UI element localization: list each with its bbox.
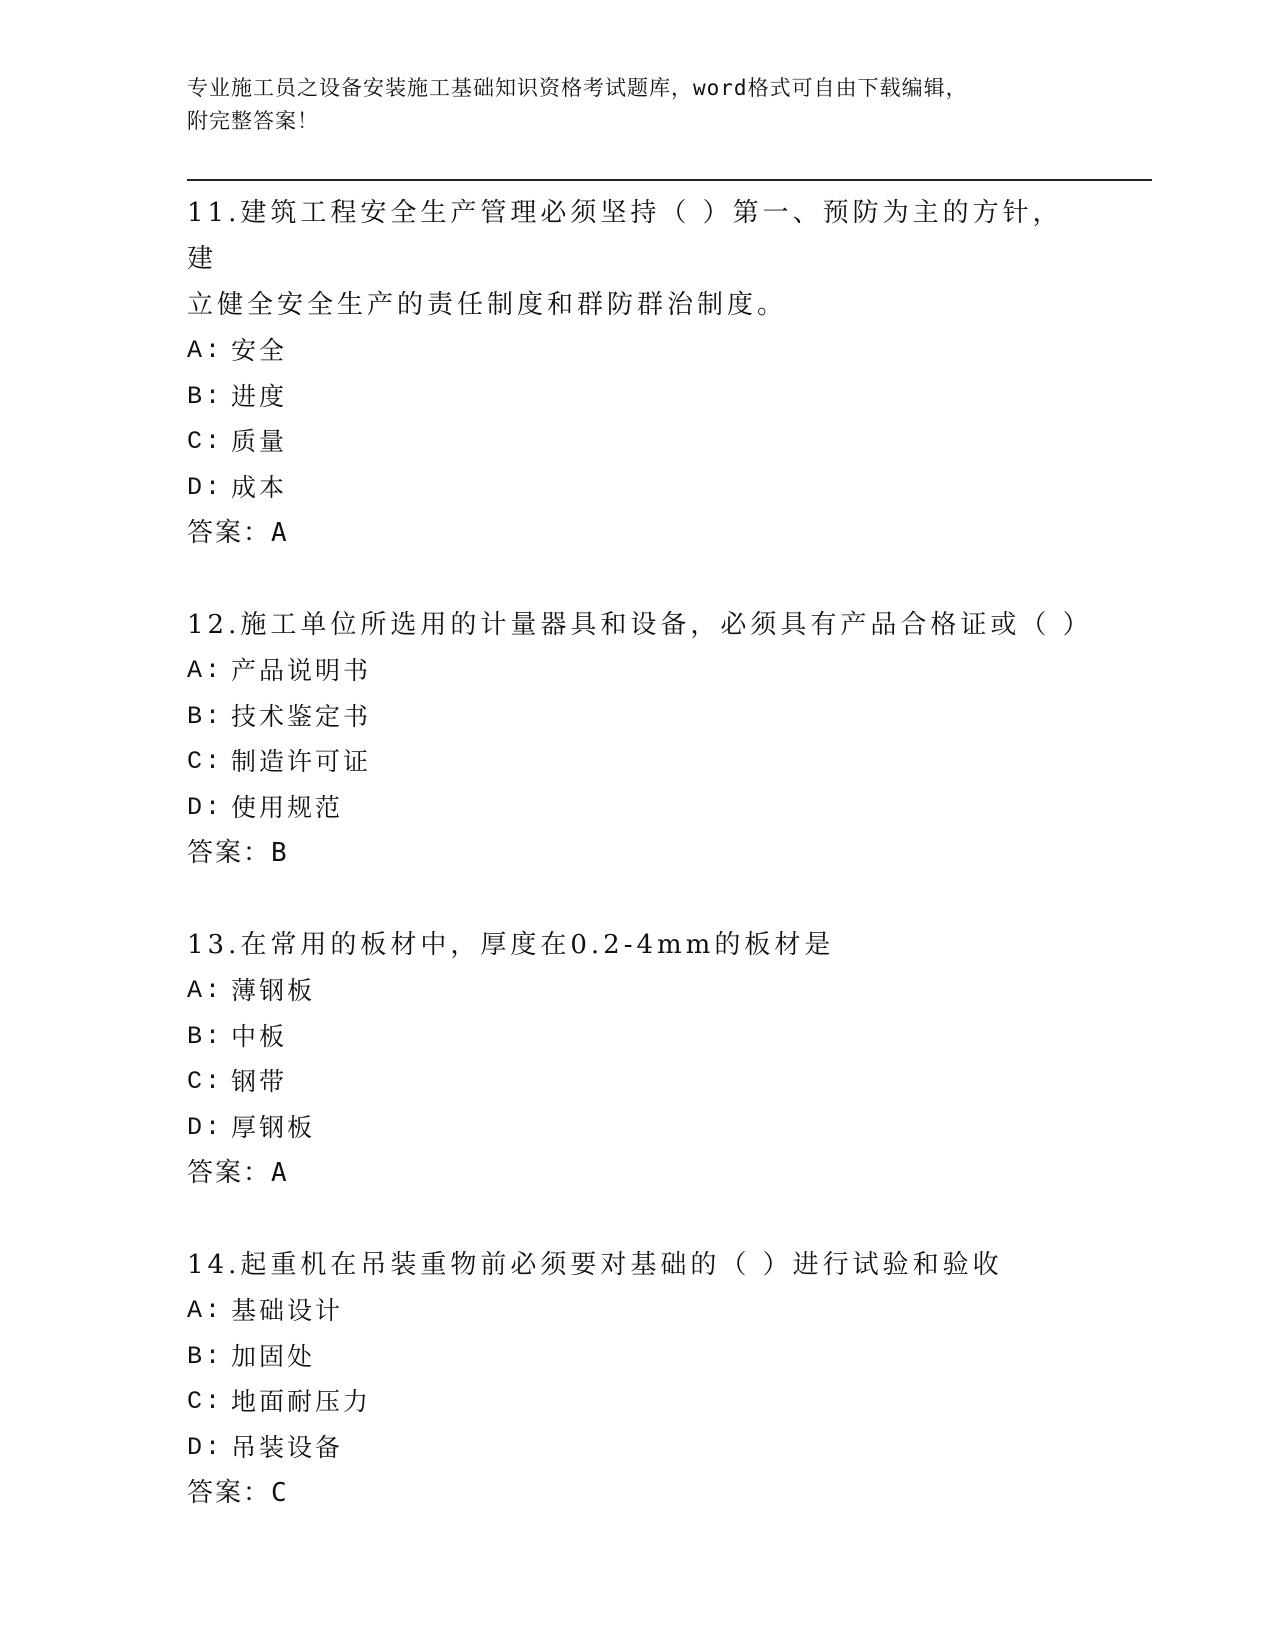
option-c: [187, 419, 1087, 465]
option-b: [187, 1334, 1087, 1380]
answer-line: [187, 1470, 1087, 1516]
option-text: 吊装设备: [231, 1432, 344, 1462]
answer-label: 答案：: [187, 1158, 272, 1188]
answer-value: A: [271, 1158, 289, 1188]
option-key: C:: [187, 747, 224, 776]
header-line-1: 专业施工员之设备安装施工基础知识资格考试题库，word格式可自由下载编辑，: [187, 76, 968, 100]
option-text: 薄钢板: [231, 976, 316, 1005]
option-text: 质量: [231, 427, 288, 456]
option-key: C:: [187, 1387, 224, 1416]
option-text: 技术鉴定书: [231, 701, 372, 731]
option-key: A:: [187, 1296, 224, 1325]
option-d: [187, 785, 1087, 831]
option-key: B:: [187, 701, 224, 731]
question-spacer: [187, 876, 1087, 922]
option-text: 中板: [231, 1021, 288, 1051]
answer-line: [187, 1150, 1087, 1196]
option-key: A:: [187, 656, 224, 685]
option-a: [187, 968, 1087, 1014]
option-key: D:: [187, 1112, 224, 1142]
option-text: 加固处: [231, 1341, 316, 1371]
header-divider: [187, 179, 1152, 185]
option-key: B:: [187, 1341, 224, 1371]
option-text: 成本: [231, 472, 288, 502]
answer-value: B: [271, 838, 289, 868]
option-text: 地面耐压力: [231, 1387, 372, 1416]
option-key: D:: [187, 472, 224, 502]
option-a: [187, 648, 1087, 694]
option-text: 进度: [231, 381, 288, 411]
answer-line: [187, 830, 1087, 876]
option-text: 安全: [231, 336, 288, 365]
option-key: A:: [187, 976, 224, 1005]
question-14: [187, 1242, 1087, 1516]
option-key: C:: [187, 1067, 224, 1096]
question-text-line: 14.起重机在吊装重物前必须要对基础的（ ）进行试验和验收: [187, 1250, 1003, 1280]
option-key: B:: [187, 381, 224, 411]
option-key: B:: [187, 1021, 224, 1051]
option-text: 使用规范: [231, 792, 344, 822]
option-text: 制造许可证: [231, 747, 372, 776]
answer-label: 答案：: [187, 1478, 272, 1508]
question-text-line: 13.在常用的板材中，厚度在0.2-4mm的板材是: [187, 930, 835, 960]
question-text-line: 12.施工单位所选用的计量器具和设备，必须具有产品合格证或（ ）: [187, 610, 1093, 640]
answer-label: 答案：: [187, 838, 272, 868]
option-b: [187, 694, 1087, 740]
answer-line: [187, 510, 1087, 556]
header-line-2: 附完整答案！: [187, 109, 319, 133]
option-key: C:: [187, 427, 224, 456]
option-b: [187, 374, 1087, 420]
option-key: D:: [187, 1432, 224, 1462]
option-d: [187, 465, 1087, 511]
option-key: A:: [187, 336, 224, 365]
option-text: 厚钢板: [231, 1112, 316, 1142]
option-b: [187, 1014, 1087, 1060]
option-text: 产品说明书: [231, 656, 372, 685]
option-c: [187, 739, 1087, 785]
option-a: [187, 328, 1087, 374]
option-d: [187, 1105, 1087, 1151]
question-list: [187, 190, 1093, 1516]
document-header: [187, 72, 1067, 138]
answer-label: 答案：: [187, 518, 272, 548]
answer-value: C: [271, 1478, 289, 1508]
option-text: 钢带: [231, 1067, 288, 1096]
option-key: D:: [187, 792, 224, 822]
question-13: [187, 922, 1087, 1196]
option-a: [187, 1288, 1087, 1334]
option-d: [187, 1425, 1087, 1471]
option-c: [187, 1379, 1087, 1425]
question-12: [187, 602, 1093, 876]
option-text: 基础设计: [231, 1296, 344, 1325]
answer-value: A: [271, 518, 289, 548]
question-text-line: 11.建筑工程安全生产管理必须坚持（ ）第一、预防为主的方针，建: [187, 198, 1063, 274]
question-spacer: [187, 1196, 1087, 1242]
option-c: [187, 1059, 1087, 1105]
question-11: [187, 190, 1087, 556]
question-text-line: 立健全安全生产的责任制度和群防群治制度。: [187, 290, 788, 320]
question-spacer: [187, 556, 1087, 602]
